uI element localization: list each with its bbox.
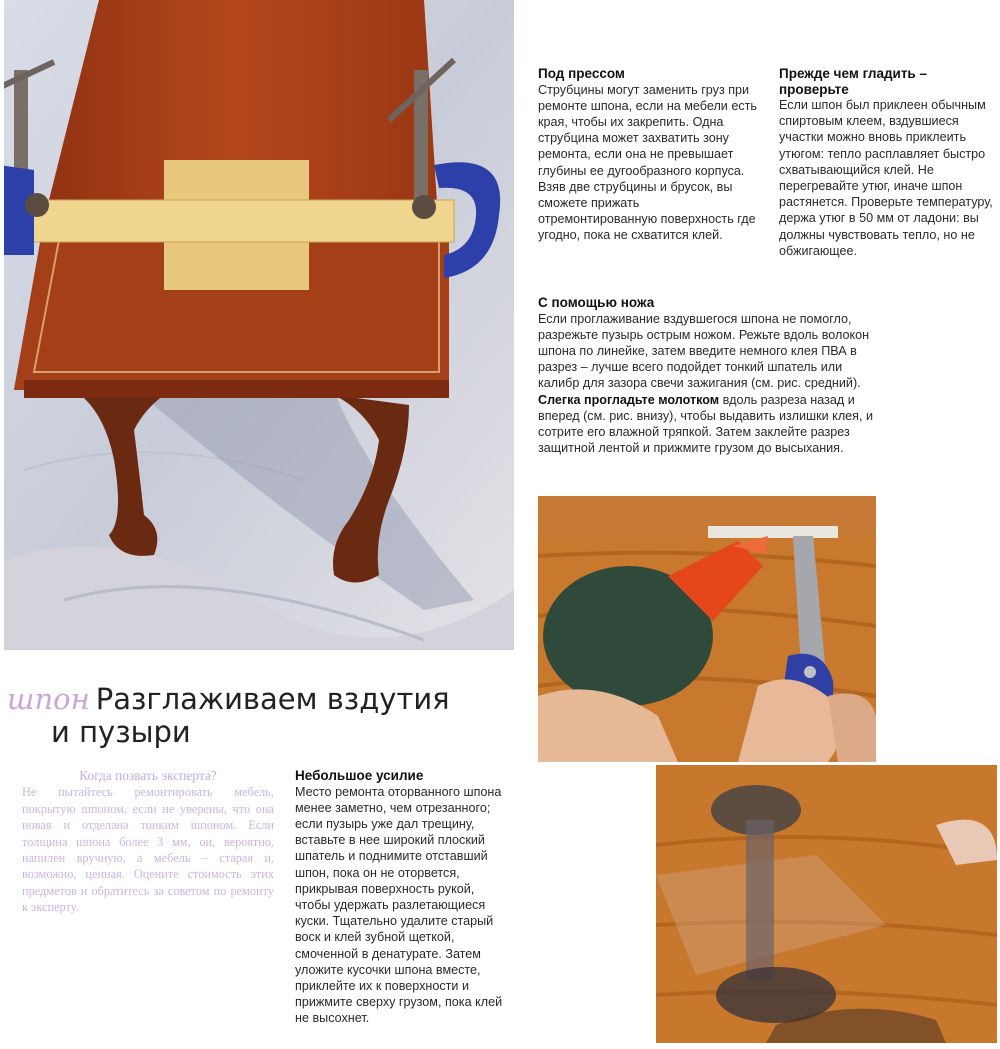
hammer-text: вдоль разреза назад и вперед (см. рис. внизу), чтобы выдавить излишки клея, и сотрите его влажной тряпкой. Затем заклейте разрез защитной лентой и прижмите грузом до высыхания. bbox=[538, 392, 874, 456]
before-iron-text: Если шпон был приклеен обычным спиртовым клеем, вздувшиеся участки можно вновь приклеить утюгом: тепло расплавляет быстро схватывающийся клей. Не перегревайте утюг, иначе шпон растянется. Проверьте температуру, держа утюг в 50 мм от ладони: вы должны чувствовать тепло, но не обжигающее. bbox=[779, 98, 993, 258]
under-press-text: Струбцины могут заменить груз при ремонте шпона, если на мебели есть края, чтобы их закрепить. Одна струбцина может захватить зону ремонта, если она не превышает глубины ее дугообразного корпуса. Взяв две струбцины и брусок, вы сможете прижать отремонтированную поверхность где угодно, пока не схватится клей. bbox=[538, 82, 757, 243]
knife-text: Если проглаживание вздувшегося шпона не помогло, разрежьте пузырь острым ножом. Режьте вдоль волокон шпона по линейке, затем введите немного клея ПВА в разрез – лучше всего подойдет тонкий шпатель или калибр для зазора свечи зажигания (см. рис. средний). bbox=[538, 311, 870, 391]
hammer-photo bbox=[656, 765, 997, 1043]
knife-title: С помощью ножа bbox=[538, 295, 655, 310]
title-keyword: шпон bbox=[7, 682, 90, 716]
table-clamp-photo bbox=[4, 0, 514, 650]
small-effort-title: Небольшое усилие bbox=[295, 768, 424, 783]
expert-text: Не пытайтесь ремонтировать мебель, покрытую шпоном, если не уверены, что она новая и отделана тонким шпоном. Если толщина шпона более 3 мм, он, вероятно, напилен вручную, а мебель – старая и, возможно, ценная. Оцените стоимость этих предметов и обратитесь за советом по ремонту к эксперту. bbox=[22, 785, 274, 915]
small-effort-text: Место ремонта оторванного шпона менее заметно, чем отрезанного; если пузырь уже дал трещину, вставьте в нее широкий плоский шпатель и поднимите отставший шпон, пока он не оторвется, прикрывая поверхность рукой, чтобы удержать разлетающиеся куски. Тщательно удалите старый воск и клей зубной щеткой, смоченной в денатурате. Затем уложите кусочки шпона вместе, приклейте их к поверхности и прижмите сверху грузом, пока клей не высохнет. bbox=[295, 784, 503, 1026]
under-press-title: Под прессом bbox=[538, 66, 625, 81]
expert-sidebar bbox=[22, 768, 274, 916]
small-effort-section bbox=[295, 768, 513, 1027]
title-line-2: и пузыри bbox=[51, 715, 191, 749]
hammer-bold-text: Слегка прогладьте молотком bbox=[538, 392, 720, 407]
before-iron-section bbox=[779, 66, 996, 259]
title-line-1: Разглаживаем вздутия bbox=[95, 682, 450, 716]
expert-title: Когда позвать эксперта? bbox=[79, 768, 217, 783]
page-title bbox=[7, 683, 487, 749]
knife-section bbox=[538, 295, 883, 456]
glue-spatula-photo bbox=[538, 496, 876, 762]
under-press-section bbox=[538, 66, 760, 244]
before-iron-title: Прежде чем гладить – проверьте bbox=[779, 66, 927, 97]
